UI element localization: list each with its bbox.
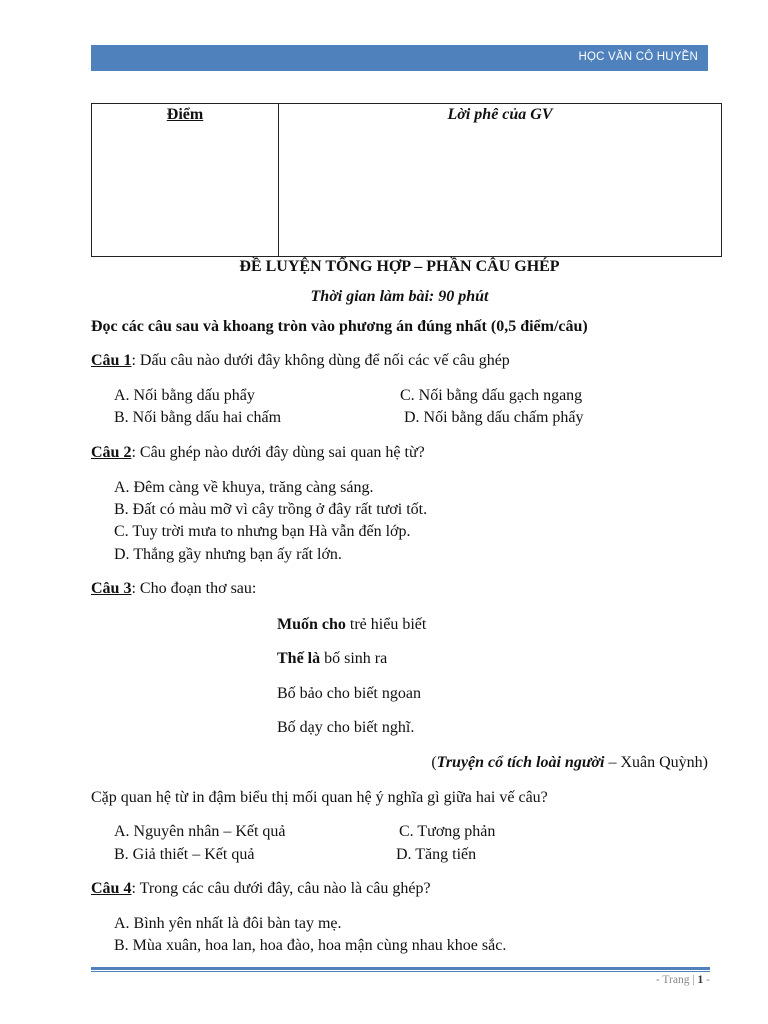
exam-time: Thời gian làm bài: 90 phút <box>310 288 489 305</box>
poem-line-1-rest: trẻ hiểu biết <box>345 616 427 633</box>
poem-line-1 <box>277 616 426 634</box>
footer-rule-thick <box>91 967 710 970</box>
q1-option-c: C. Nối bằng dấu gạch ngang <box>400 387 583 404</box>
q1-option-b: B. Nối bằng dấu hai chấm <box>114 409 282 426</box>
page-number-value: 1 <box>697 974 704 986</box>
poem-source-author: – Xuân Quỳnh) <box>604 754 708 771</box>
q3-option-b: B. Giả thiết – Kết quả <box>114 846 255 863</box>
question-4-text: : Trong các câu dưới đây, câu nào là câu ghép? <box>131 880 431 897</box>
exam-title: ĐỀ LUYỆN TỔNG HỢP – PHẦN CÂU GHÉP <box>239 258 560 275</box>
q4-option-a: A. Bình yên nhất là đôi bàn tay mẹ. <box>114 915 342 932</box>
question-3 <box>91 580 256 598</box>
question-1 <box>91 352 510 370</box>
poem-source-open: ( <box>431 754 437 771</box>
q3-option-d: D. Tăng tiến <box>396 846 477 863</box>
question-3-text: : Cho đoạn thơ sau: <box>131 580 257 597</box>
q2-option-d: D. Thắng gầy nhưng bạn ấy rất lớn. <box>114 546 342 563</box>
poem-source-title: Truyện cổ tích loài người <box>436 754 605 771</box>
score-label: Điểm <box>166 106 204 123</box>
q3-option-c: C. Tương phản <box>399 823 496 840</box>
q3-option-a: A. Nguyên nhân – Kết quả <box>114 823 286 840</box>
question-3-prompt: Cặp quan hệ từ in đậm biểu thị mối quan hệ ý nghĩa gì giữa hai vế câu? <box>91 789 548 806</box>
q2-option-c: C. Tuy trời mưa to nhưng bạn Hà vẫn đến lớp. <box>114 523 411 540</box>
instruction: Đọc các câu sau và khoang tròn vào phương án đúng nhất (0,5 điểm/câu) <box>91 318 588 335</box>
page-number-prefix: - Trang | <box>655 974 698 986</box>
poem-line-3: Bố bảo cho biết ngoan <box>277 685 421 702</box>
footer-rule-thin <box>91 971 710 972</box>
question-4 <box>91 880 431 898</box>
poem-line-4: Bố dạy cho biết nghĩ. <box>277 719 415 736</box>
question-3-label: Câu 3 <box>91 580 132 597</box>
poem-source <box>431 754 708 772</box>
teacher-comment-label: Lời phê của GV <box>447 106 553 123</box>
q1-option-a: A. Nối bằng dấu phẩy <box>114 387 255 404</box>
q2-option-b: B. Đất có màu mỡ vì cây trồng ở đây rất tươi tốt. <box>114 501 428 518</box>
question-1-label: Câu 1 <box>91 352 132 369</box>
q1-option-d: D. Nối bằng dấu chấm phẩy <box>404 409 584 426</box>
grade-table <box>91 103 722 257</box>
question-2 <box>91 444 425 462</box>
q2-option-a: A. Đêm càng về khuya, trăng càng sáng. <box>114 479 374 496</box>
q4-option-b: B. Mùa xuân, hoa lan, hoa đào, hoa mận cùng nhau khoe sắc. <box>114 937 507 954</box>
question-2-label: Câu 2 <box>91 444 132 461</box>
header-bar <box>91 45 708 71</box>
poem-line-2-rest: bố sinh ra <box>320 650 388 667</box>
poem-line-2 <box>277 650 387 668</box>
poem-line-1-bold: Muốn cho <box>277 616 346 633</box>
page-number-suffix: - <box>703 974 710 986</box>
table-divider <box>278 104 279 256</box>
page-number <box>656 974 710 986</box>
poem-line-2-bold: Thế là <box>277 650 321 667</box>
question-2-text: : Câu ghép nào dưới đây dùng sai quan hệ từ? <box>131 444 425 461</box>
question-1-text: : Dấu câu nào dưới đây không dùng để nối các vế câu ghép <box>131 352 510 369</box>
header-brand: HỌC VĂN CÔ HUYỀN <box>578 51 698 63</box>
question-4-label: Câu 4 <box>91 880 132 897</box>
